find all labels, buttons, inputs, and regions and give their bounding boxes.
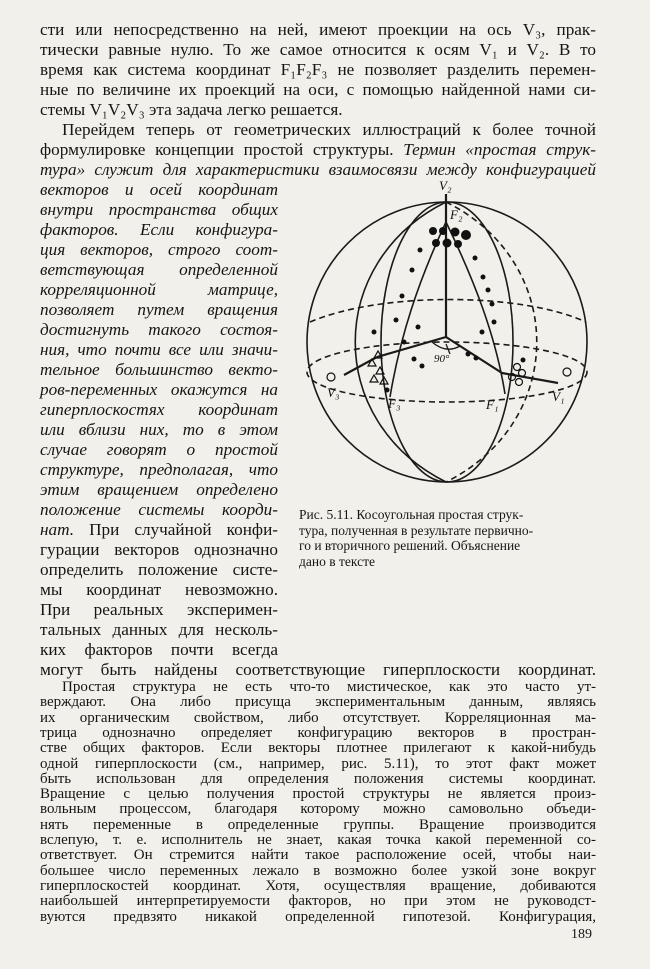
definition-line: этим вращением определено (40, 480, 278, 499)
definition-line: ция векторов, строго соот- (40, 240, 278, 259)
label-v1: V₁ (552, 389, 565, 404)
text-line: нять переменные в определенные группы. Вращение производится (40, 816, 596, 833)
text-line: стемы V₁V₂V₃ эта задача легко решается. (40, 100, 343, 119)
text-line: ответствует. Он стремится найти такое расположение осей, чтобы наи- (40, 847, 596, 864)
text-line: гиперплоскостей координат. Хотя, осуществляя вращение, добиваются (40, 877, 596, 894)
definition-line: положение системы коорди- (40, 500, 278, 519)
definition-line: позволяет путем вращения (40, 300, 278, 319)
definition-fragment: нат. (40, 520, 75, 539)
definition-line: тельное большинство векто- (40, 360, 278, 379)
text-line: Вращение с целью получения простой структуры не является произ- (40, 786, 596, 803)
text-line: трица однозначно определяет конфигурацию векторов в простран- (40, 724, 596, 741)
text-line: Перейдем теперь от геометрических иллюстраций к более точной (62, 120, 596, 139)
text-line: быть использован для определения положения системы координат. (40, 770, 596, 787)
upper-latitude (310, 300, 586, 323)
figure-caption (299, 507, 595, 569)
text-line: мы координат невозможно. (40, 580, 278, 599)
label-f3: F₃ (388, 396, 401, 411)
definition-line: гиперплоскостях координат (40, 400, 278, 419)
text-line: Простая структура не есть что-то мистическое, как это часто ут- (62, 679, 596, 695)
label-v3: V₃ (327, 385, 340, 400)
definition-line: случае говорят о простой (40, 440, 278, 459)
text-line (40, 520, 278, 540)
label-angle: 90° (434, 353, 450, 365)
text-line: ких факторов почти всегда (40, 640, 278, 659)
label-v2: V₂ (439, 178, 452, 193)
caption-line: Рис. 5.11. Косоугольная простая струк- (299, 507, 524, 522)
text-line: время как система координат F₁F₂F₃ не позволяет разделить перемен- (40, 60, 596, 79)
text-line: вуются предвзято никакой определенной гипотезой. Конфигурация, (40, 908, 596, 925)
definition-line: тура» служит для характеристики взаимосвязи между конфигурацией (40, 160, 596, 179)
text-line: определить положение систе- (40, 560, 278, 579)
definition-line: корреляционной матрице, (40, 280, 278, 299)
definition-line: векторов и осей координат (40, 180, 278, 199)
text-fragment: формулировке концепции простой структуры. (40, 140, 404, 159)
definition-line: факторов. Если конфигура- (40, 220, 278, 239)
text-line: вслепую, т. е. исполнитель не знает, какая точка какой переменной со- (40, 832, 596, 848)
text-line: тальных данных для несколь- (40, 620, 278, 639)
caption-line: тура, полученная в результате первично- (299, 522, 534, 538)
definition-line: структуре, предполагая, что (40, 460, 278, 479)
text-line: При реальных эксперимен- (40, 600, 278, 619)
variable-points (372, 227, 526, 393)
text-line: верждают. Она либо присуща экспериментальным данным, являясь (40, 694, 596, 711)
page-number: 189 (571, 926, 592, 942)
text-line: сти или непосредственно на ней, имеют проекции на ось V₃, прак- (40, 20, 596, 39)
text-line: вольным процессом, благодаря которому можно самовольно объеди- (40, 801, 596, 818)
text-line: наибольшей интерпретируемости факторов, но при этом не руководст- (40, 893, 596, 910)
sphere-diagram (300, 172, 600, 507)
caption-line: дано в тексте (299, 553, 375, 569)
label-f2: F₂ (450, 207, 463, 222)
definition-line: внутри пространства общих (40, 200, 278, 219)
definition-fragment: Термин «простая струк- (403, 140, 596, 159)
definition-line: или вблизи них, то в этом (40, 420, 278, 439)
text-line: гурации векторов однозначно (40, 540, 278, 559)
text-line: их органическим свойством, либо отсутствует. Корреляционная ма- (40, 709, 596, 726)
caption-line: го и вторичного решений. Объяснение (299, 538, 521, 553)
definition-line: ния, что почти все или значи- (40, 340, 278, 359)
definition-line: достигнуть такого состоя- (40, 320, 278, 339)
text-line: тически равные нулю. То же самое относится к осям V₁ и V₂. В то (40, 40, 596, 59)
text-line: стве общих факторов. Если векторы плотнее прилегают к какой-нибудь (40, 740, 596, 757)
figure-5-11 (300, 172, 600, 507)
text-line: большее число переменных лежало в возможно более узкой зоне вокруг (40, 862, 596, 879)
text-line: ные по величине их проекций на оси, с помощью найденной нами си- (40, 80, 596, 99)
definition-line: ветствующая определенной (40, 260, 278, 279)
text-line (40, 140, 596, 160)
definition-line: ров-переменных окажутся на (40, 380, 278, 399)
text-line: могут быть найдены соответствующие гиперплоскости координат. (40, 660, 596, 679)
label-f1: F₁ (486, 397, 499, 412)
text-line: одной гиперплоскости (см., например, рис. 5.11), то этот факт может (40, 755, 596, 772)
text-fragment: При случайной конфи- (74, 520, 278, 539)
